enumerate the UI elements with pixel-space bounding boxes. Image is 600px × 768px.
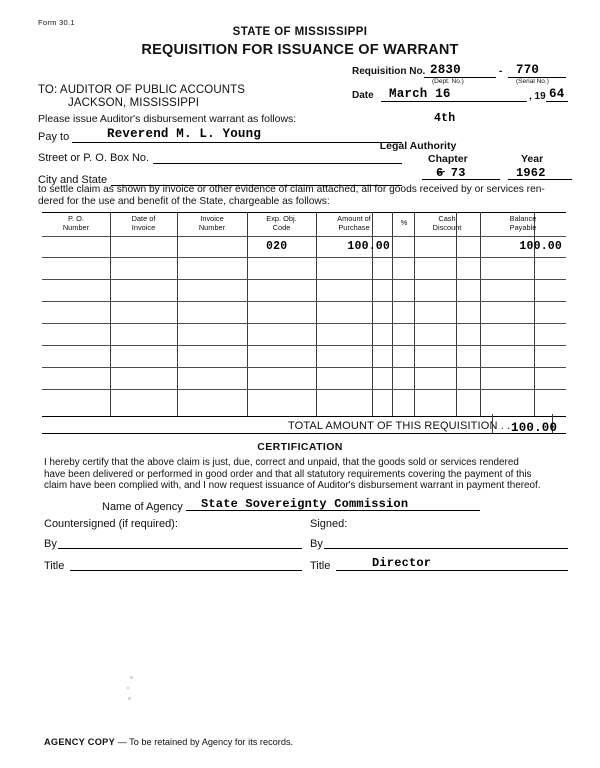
table-header-po-number bbox=[42, 215, 110, 232]
requisition-number-label: Requisition No. bbox=[352, 66, 426, 77]
street-label: Street or P. O. Box No. bbox=[38, 152, 150, 164]
countersigned-label: Countersigned (if required): bbox=[44, 518, 178, 530]
title-value-right: Director bbox=[372, 556, 432, 570]
requisition-dept-number-value: 2830 bbox=[430, 63, 461, 77]
table-top-border bbox=[42, 212, 566, 213]
footer-note-text: — To be retained by Agency for its records. bbox=[117, 737, 294, 747]
table-row-line-3 bbox=[42, 301, 566, 302]
requisition-serial-number-value: 770 bbox=[516, 63, 540, 77]
street-rule[interactable] bbox=[153, 163, 402, 164]
legal-authority-year-value: 1962 bbox=[516, 166, 546, 180]
legal-authority-year-label: Year bbox=[521, 153, 544, 165]
table-header-percent bbox=[394, 215, 414, 228]
claim-body-text bbox=[38, 184, 566, 209]
claim-body-line2: dered for the use and benefit of the State, chargeable as follows: bbox=[38, 196, 330, 208]
table-row-line-1 bbox=[42, 257, 566, 258]
by-label-left: By bbox=[44, 538, 57, 550]
scan-artifact-2 bbox=[127, 687, 129, 689]
date-rule bbox=[381, 101, 527, 102]
table-bottom-border bbox=[42, 416, 566, 417]
table-header-amount-of-purchase-l1: Amount of bbox=[337, 214, 371, 223]
date-value: March 16 bbox=[389, 87, 451, 101]
table-header-cash-discount-l2: Discount bbox=[432, 222, 462, 232]
total-amount-label: TOTAL AMOUNT OF THIS REQUISITION . . . bbox=[288, 420, 517, 432]
agency-name-label: Name of Agency bbox=[102, 501, 183, 513]
table-header-invoice-number-l1: Invoice bbox=[200, 214, 224, 223]
table-col-sep-3 bbox=[247, 212, 248, 416]
table-header-percent-l1: % bbox=[400, 218, 408, 227]
table-header-amount-of-purchase-l2: Purchase bbox=[338, 222, 370, 232]
footer-note bbox=[44, 737, 293, 747]
certification-body bbox=[44, 457, 566, 492]
date-label: Date bbox=[352, 90, 374, 101]
table-header-po-number-l2: Number bbox=[62, 222, 90, 232]
pay-to-label: Pay to bbox=[38, 131, 70, 143]
table-row-line-2 bbox=[42, 279, 566, 280]
table-header-balance-payable-l2: Payable bbox=[509, 222, 537, 232]
table-header-balance-payable bbox=[480, 215, 566, 232]
table-header-cash-discount bbox=[414, 215, 480, 232]
table-col-sep-1 bbox=[110, 212, 111, 416]
legal-authority-heading-text: Legal Authority bbox=[379, 140, 457, 152]
auditor-address-line2: JACKSON, MISSISSIPPI bbox=[68, 97, 200, 109]
total-row-bottom-border bbox=[42, 433, 566, 434]
date-year-value: 64 bbox=[549, 87, 565, 101]
table-header-cash-discount-l1: Cash bbox=[438, 214, 456, 223]
city-state-label: City and State bbox=[38, 174, 108, 186]
table-row-line-7 bbox=[42, 389, 566, 390]
agency-name-value: State Sovereignty Commission bbox=[201, 497, 409, 511]
table-header-po-number-l1: P. O. bbox=[68, 214, 84, 223]
table-col-sep-6 bbox=[480, 212, 481, 416]
legal-authority-chapter-value: 6 73 bbox=[436, 166, 466, 180]
certification-heading: CERTIFICATION bbox=[257, 441, 343, 453]
by-rule-left[interactable] bbox=[58, 548, 302, 549]
table-header-exp-obj-code-l2: Code bbox=[272, 222, 291, 232]
requisition-dept-caption: (Dept. No.) bbox=[432, 78, 464, 85]
table-header-balance-payable-l1: Balance bbox=[509, 214, 537, 223]
requisition-number-dash: - bbox=[499, 66, 503, 77]
table-header-exp-obj-code bbox=[247, 215, 316, 232]
form-number: Form 30.1 bbox=[38, 18, 75, 27]
table-header-invoice-number-l2: Number bbox=[198, 222, 226, 232]
signed-label: Signed: bbox=[310, 518, 348, 530]
title-label-right: Title bbox=[310, 560, 331, 572]
requisition-line-items-table bbox=[42, 212, 566, 416]
pay-to-value: Reverend M. L. Young bbox=[107, 127, 262, 141]
title-label-left: Title bbox=[44, 560, 65, 572]
certification-line3: claim have been complied with, and I now request issuance of Auditor's disbursement warrant in payment thereof. bbox=[44, 480, 541, 492]
legal-authority-chapter-label: Chapter bbox=[428, 153, 468, 165]
legal-authority-chapter-rule bbox=[422, 179, 500, 180]
table-row-1-amount-of-purchase: 100.00 bbox=[347, 240, 390, 253]
by-label-right: By bbox=[310, 538, 323, 550]
table-col-sep-discount-cents bbox=[456, 212, 457, 416]
agency-name-rule[interactable] bbox=[186, 510, 480, 511]
table-row-1-exp-obj-code: 020 bbox=[266, 240, 288, 253]
table-header-date-of-invoice-l1: Date of bbox=[131, 214, 156, 223]
certification-line2: have been delivered or performed in good order and that all statutory requirements covering the payment of this bbox=[44, 468, 532, 480]
document-title-state: STATE OF MISSISSIPPI bbox=[232, 26, 368, 38]
table-header-amount-of-purchase bbox=[316, 215, 392, 232]
table-header-date-of-invoice-l2: Invoice bbox=[131, 222, 156, 232]
auditor-address-line1: TO: AUDITOR OF PUBLIC ACCOUNTS bbox=[38, 84, 246, 96]
table-col-sep-5 bbox=[392, 212, 393, 416]
by-rule-right[interactable] bbox=[324, 548, 568, 549]
table-row-line-5 bbox=[42, 345, 566, 346]
document-title-main: REQUISITION FOR ISSUANCE OF WARRANT bbox=[141, 42, 459, 58]
table-row-line-6 bbox=[42, 367, 566, 368]
requisition-serial-caption: (Serial No.) bbox=[516, 78, 549, 85]
table-col-sep-2 bbox=[177, 212, 178, 416]
table-col-sep-percent bbox=[414, 212, 415, 416]
scan-artifact-3 bbox=[128, 697, 131, 700]
table-header-exp-obj-code-l1: Exp. Obj. bbox=[266, 214, 297, 223]
table-col-sep-4 bbox=[316, 212, 317, 416]
table-row-1-balance-payable: 100.00 bbox=[519, 240, 562, 253]
legal-authority-session: 4th bbox=[434, 112, 456, 125]
pay-to-rule[interactable] bbox=[72, 142, 402, 143]
total-row-tick-left bbox=[492, 414, 493, 433]
total-amount-value: 100.00 bbox=[511, 421, 558, 435]
legal-authority-year-rule bbox=[508, 179, 572, 180]
date-year-prefix: , 19 bbox=[529, 91, 546, 102]
scan-artifact-1 bbox=[130, 676, 133, 679]
instruction-text: Please issue Auditor's disbursement warrant as follows: bbox=[38, 113, 297, 125]
table-header-invoice-number bbox=[177, 215, 247, 232]
footer-copy-type: AGENCY COPY bbox=[44, 737, 116, 747]
certification-line1: I hereby certify that the above claim is just, due, correct and unpaid, that the goods sold or services rendered bbox=[44, 457, 519, 468]
title-rule-right[interactable] bbox=[336, 570, 568, 571]
date-year-rule bbox=[546, 101, 568, 102]
title-rule-left[interactable] bbox=[70, 570, 302, 571]
table-header-separator bbox=[42, 236, 566, 237]
table-row-line-4 bbox=[42, 323, 566, 324]
table-header-date-of-invoice bbox=[110, 215, 177, 232]
claim-body-line1: to settle claim as shown by invoice or other evidence of claim attached, all for goods received by or services ren- bbox=[38, 184, 545, 195]
